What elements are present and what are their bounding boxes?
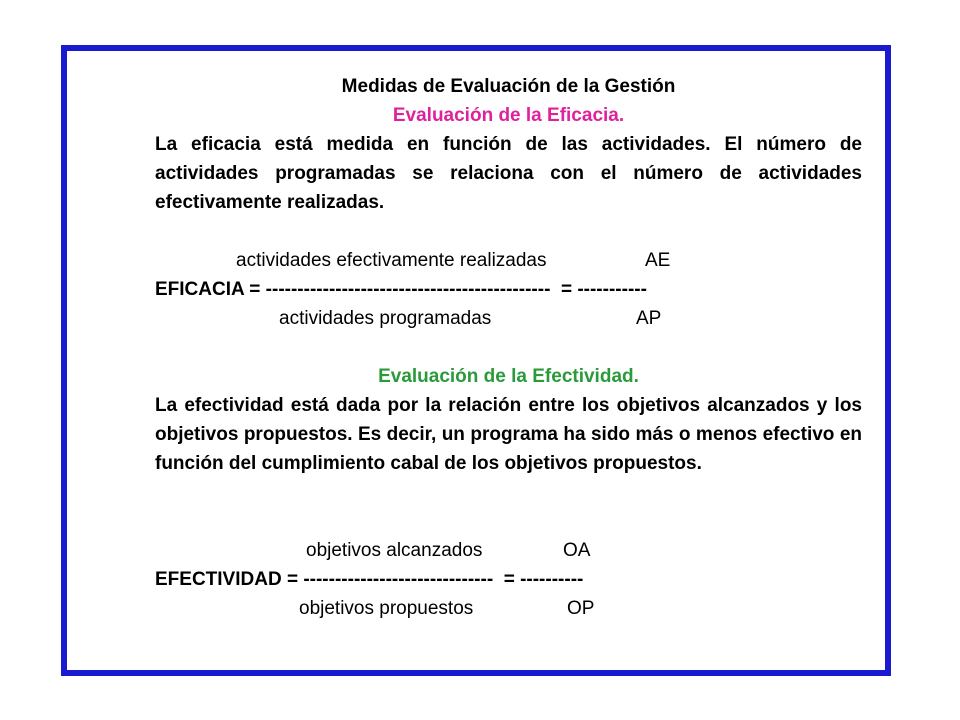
efectividad-denominator-abbr: OP [567, 598, 595, 619]
efectividad-paragraph: La efectividad está dada por la relación entre los objetivos alcanzados y los objetivos propuestos. Es decir, un programa ha sido más o menos efectivo en función del cumplimiento cabal de los objetivos propuestos. [155, 395, 862, 474]
efectividad-numerator: objetivos alcanzados [306, 540, 483, 561]
eficacia-denominator-abbr: AP [636, 308, 662, 329]
eficacia-formula: EFICACIA = --------------------------------------------- = ----------- [155, 279, 647, 300]
eficacia-numerator-abbr: AE [645, 250, 671, 271]
eficacia-heading: Evaluación de la Eficacia. [392, 105, 625, 126]
efectividad-denominator: objetivos propuestos [299, 598, 474, 619]
efectividad-heading: Evaluación de la Efectividad. [378, 366, 639, 387]
slide-title: Medidas de Evaluación de la Gestión [341, 76, 676, 97]
eficacia-paragraph: La eficacia está medida en función de las actividades. El número de actividades programadas se relaciona con el número de actividades efectivamente realizadas. [155, 134, 862, 213]
efectividad-numerator-abbr: OA [563, 540, 591, 561]
efectividad-formula: EFECTIVIDAD = ------------------------------ = ---------- [155, 569, 584, 590]
eficacia-denominator: actividades programadas [279, 308, 492, 329]
eficacia-numerator: actividades efectivamente realizadas [236, 250, 547, 271]
